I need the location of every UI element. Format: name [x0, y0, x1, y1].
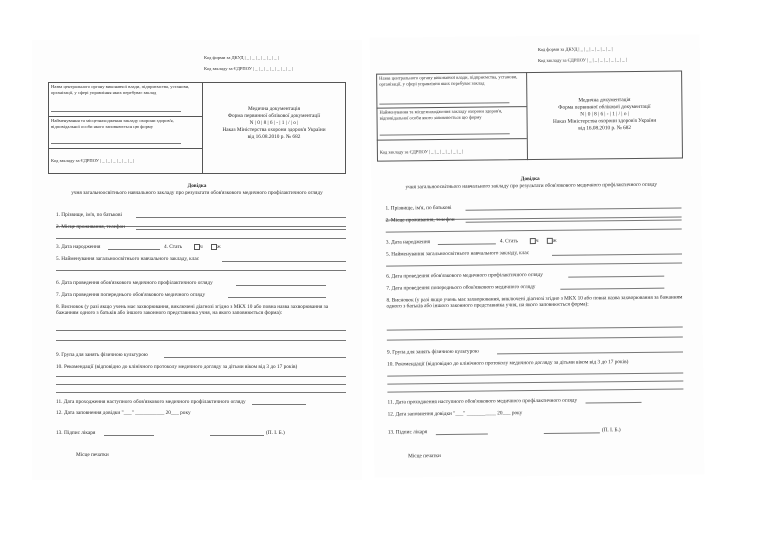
form-code-line: Код форми за ДКУД | _ | _ | _ | _ | _ | _ | [204, 55, 279, 60]
edrpou-code-label: Код закладу за ЄДРПОУ | _ | _ | _ | _ | _ | _ | [379, 148, 464, 155]
field-doctor-signature: 13. Підпис лікаря [56, 430, 96, 436]
form-type-line: Форма первинної облікової документації [558, 103, 651, 111]
field-fill-date: 12. Дата заповнення довідки "___" ___________ 20___ року [56, 410, 191, 416]
right-document-page [370, 34, 705, 477]
field-address-line-2 [56, 238, 346, 239]
field-doctor-signature: 13. Підпис лікаря [387, 429, 428, 436]
field-sex: 4. Стать [164, 244, 183, 250]
doctor-name-line [210, 435, 264, 436]
order-date-line: від 16.08.2010 р. № 682 [247, 134, 301, 140]
field-address: 2. Місце проживання, телефон [385, 216, 455, 224]
stamp-place-label: Місце печатки [408, 453, 441, 460]
institution-name-line [51, 143, 181, 144]
stamp-row-divider-2 [48, 148, 202, 149]
field-recommendations-line-3 [56, 392, 346, 393]
institution-code-line: Код закладу за ЄДРПОУ | _ | _ | _ | _ | _ | _ | _ | [537, 57, 627, 63]
institution-code-line: Код закладу за ЄДРПОУ | _ | _ | _ | _ | _ | _ | _ | [204, 66, 293, 71]
field-fill-date: 12. Дата заповнення довідки "___" ___________ 20___ року [387, 410, 523, 418]
certificate-subtitle: учня загальноосвітнього навчального закладу про результати обов'язкового медичного профілактичного огляду [405, 181, 658, 191]
doctor-signature-line [104, 435, 154, 436]
field-full-name: 1. Прізвище, ім'я, по батькові [56, 212, 122, 218]
field-prev-exam-date: 7. Дата проведення попереднього обов'язкового медичного огляду [386, 284, 536, 292]
certificate-title: Довідка [520, 175, 540, 183]
field-school: 5. Найменування загальноосвітнього навчального закладу, клас [385, 250, 530, 258]
field-sex: 4. Стать [499, 238, 518, 245]
field-recommendations-line-3 [387, 388, 683, 392]
form-number-line: N | 0 | 8 | 6 | - | 1 | / | о | [249, 120, 299, 126]
order-date-line: від 16.08.2010 р. № 682 [578, 125, 632, 132]
form-code-line: Код форми за ДКУД | _ | _ | _ | _ | _ | _ | [537, 46, 613, 52]
field-full-name-line [466, 207, 682, 210]
field-pe-group-line [164, 357, 346, 358]
left-document-page [32, 40, 362, 480]
stamp-box-divider [202, 82, 203, 174]
institution-name-label: Найменування та місцезнаходження закладу охорони здоров'я, відповідальної особи якого заповнюється цю форму [379, 108, 503, 121]
field-school: 5. Найменування загальноосвітнього навчального закладу, клас [56, 256, 200, 262]
certificate-subtitle: учня загальноосвітнього навчального закладу про результати обов'язкового медичного профілактичного огляду [71, 190, 323, 196]
field-prev-exam-date-line [560, 288, 664, 290]
field-exam-date: 6. Дата проведення обов'язкового медичного профілактичного огляду [386, 271, 543, 280]
form-number-line: N | 0 | 8 | 6 | - | 1 | / | о | [580, 111, 629, 118]
sex-male-label: ч [535, 237, 539, 245]
ministry-name-label: Назва центрального органу виконавчої влади, підприємства, установи, організації, у сфері управління яких перебуває заклад [51, 84, 190, 95]
field-birth-date: 3. Дата народження [56, 244, 101, 250]
field-address-line [466, 219, 682, 222]
med-doc-line: Медична документація [247, 106, 301, 112]
field-conclusion-line-2 [56, 340, 346, 341]
field-exam-date: 6. Дата проведення обов'язкового медичного профілактичного огляду [56, 280, 213, 286]
field-birth-date-line [108, 249, 160, 250]
field-school-line-2 [386, 262, 682, 266]
doctor-name-line [544, 432, 600, 434]
field-recommendations: 10. Рекомендації (відповідно до клінічного протоколу медичного догляду за дітьми віком від 3 до 17 років) [387, 359, 629, 368]
sex-male-label: ч [200, 244, 203, 250]
doctor-name-label: (П. І. Б.) [266, 430, 285, 436]
field-school-line [222, 261, 346, 262]
field-prev-exam-date: 7. Дата проведення попереднього обов'язкового медичного огляду [56, 292, 206, 298]
field-conclusion: 8. Висновок (у разі якщо учень має захворювання, виключені діагнозі згідно з МКХ 10 або повна назва захворювання за бажанням одного з батьків або іншого законного представника учня, на якого заповнюється форма): [56, 304, 329, 316]
stamp-place-label: Місце печатки [76, 452, 109, 458]
stamp-row-divider-1 [48, 116, 202, 117]
field-full-name: 1. Прізвище, ім'я, по батькові [385, 204, 452, 212]
institution-name-label: Найменування та місцезнаходження закладу охорони здоров'я, відповідальної особи якого заповнюється цю форму [51, 118, 174, 129]
field-recommendations-line-2 [56, 384, 346, 385]
field-conclusion-line-2 [387, 336, 683, 340]
field-recommendations-line-2 [387, 380, 683, 384]
field-pe-group: 9. Група для занять фізичною культурою [386, 348, 479, 356]
field-exam-date-line [236, 285, 326, 286]
field-school-line-2 [56, 270, 346, 271]
field-recommendations-line-1 [387, 372, 683, 376]
field-full-name-line [136, 217, 346, 218]
sex-female-label: ж [552, 237, 557, 244]
field-prev-exam-date-line [228, 297, 326, 298]
field-conclusion-line-1 [56, 330, 346, 331]
field-birth-date: 3. Дата народження [385, 239, 431, 246]
field-next-exam-date-line [586, 402, 642, 404]
order-line: Наказ Міністерства охорони здоров'я України [222, 127, 326, 133]
ministry-name-label: Назва центрального органу виконавчої влади, підприємства, установи, організації, у сфері управління яких перебуває заклад [379, 74, 518, 87]
sex-female-label: ж [217, 244, 221, 250]
field-next-exam-date-line [252, 404, 306, 405]
field-address-line [136, 229, 346, 230]
med-doc-line: Медична документація [578, 97, 631, 104]
field-recommendations-line-1 [56, 376, 346, 377]
field-address: 2. Місце проживання, телефон [56, 224, 126, 230]
field-conclusion: 8. Висновок (у разі якщо учень має захворювання, виключені діагнозі згідно з МКХ 10 або повна назва захворювання за бажанням одного з батьків або іншого законного представника учня, на якого заповнюється форма): [386, 294, 683, 310]
field-school-line [552, 253, 682, 255]
field-pe-group: 9. Група для занять фізичною культурою [56, 352, 148, 358]
order-line: Наказ Міністерства охорони здоров'я України [553, 117, 657, 125]
field-next-exam-date: 11. Дата проходження наступного обов'язкового медичного профілактичного огляду [387, 397, 578, 406]
field-birth-date-line [438, 243, 496, 245]
field-conclusion-line-1 [387, 326, 683, 330]
field-address-line-2 [386, 228, 682, 232]
doctor-signature-line [436, 434, 488, 436]
certificate-title: Довідка [187, 183, 207, 189]
field-pe-group-line [497, 351, 683, 354]
field-exam-date-line [568, 276, 664, 278]
field-next-exam-date: 11. Дата проходження наступного обов'язкового медичного профілактичного огляду [56, 399, 246, 405]
form-type-line: Форма первинної облікової документації [227, 113, 321, 119]
field-recommendations: 10. Рекомендації (відповідно до клінічного протоколу медичного догляду за дітьми віком від 3 до 17 років) [56, 364, 298, 370]
ministry-name-line [51, 111, 181, 112]
edrpou-code-label: Код закладу за ЄДРПОУ | _ | _ | _ | _ | _ | _ | [51, 158, 135, 163]
doctor-name-label: (П. І. Б.) [601, 427, 621, 434]
